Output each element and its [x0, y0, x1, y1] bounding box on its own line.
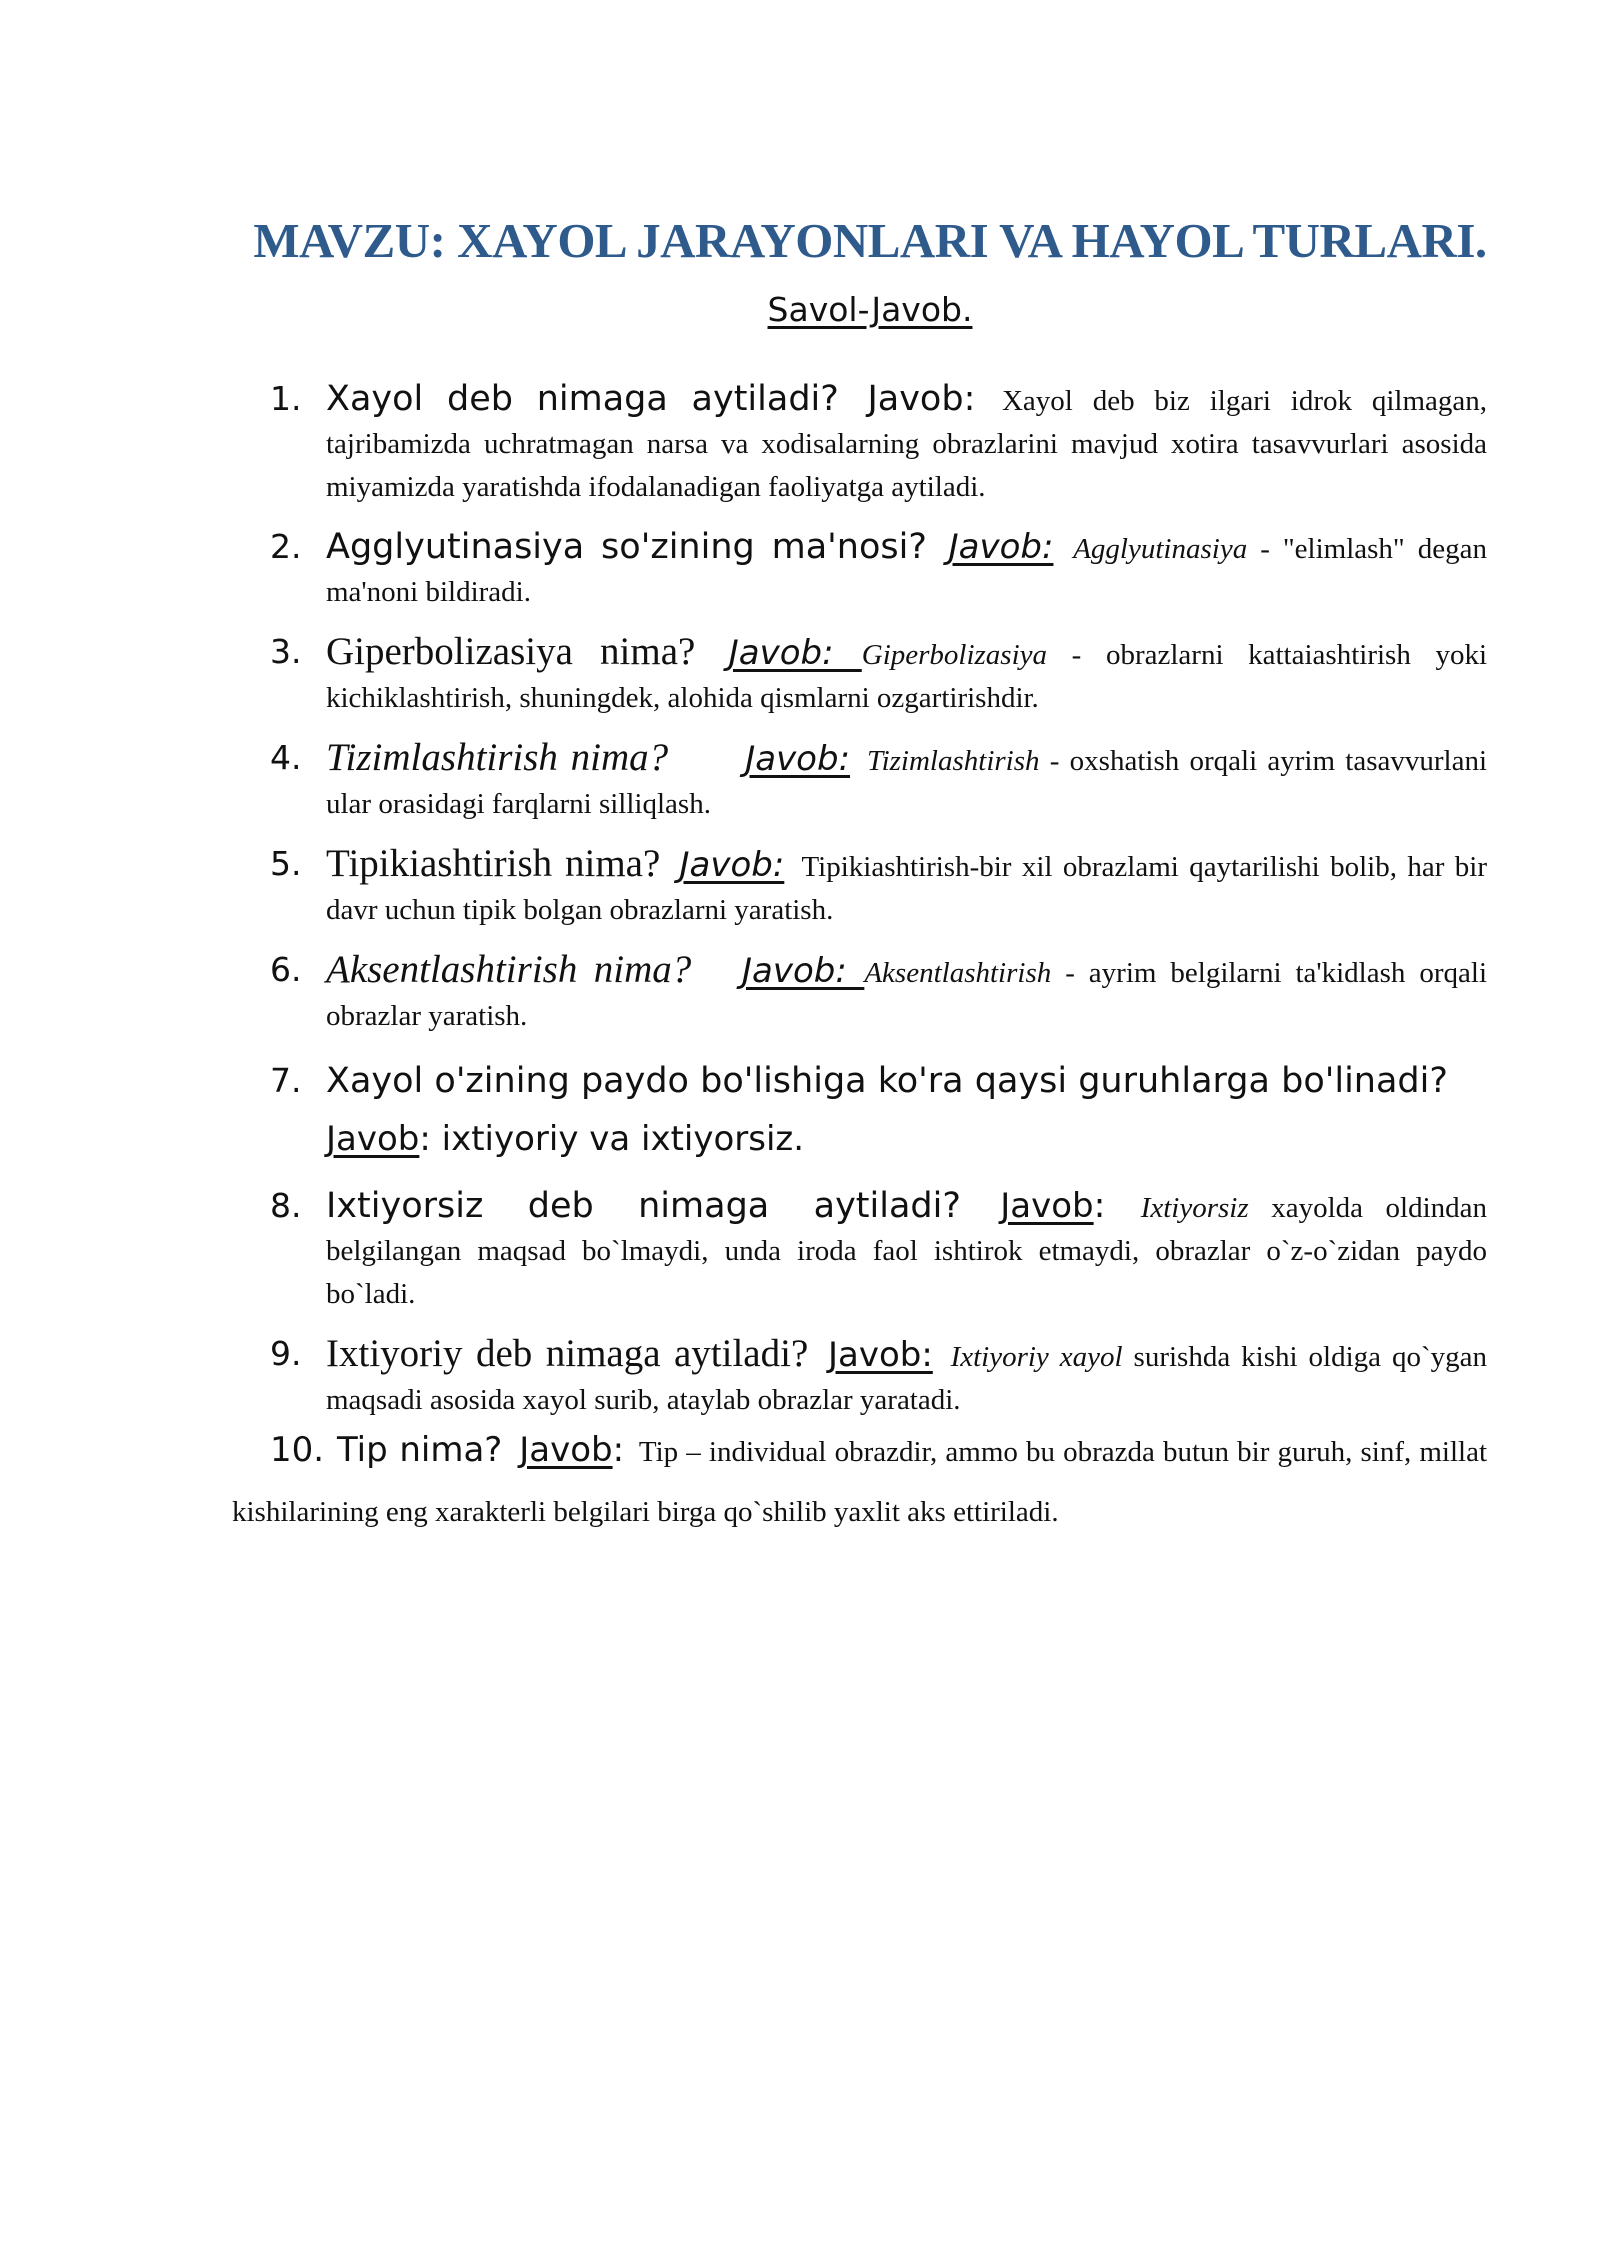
qa-item-6 [270, 946, 1487, 1038]
javob-label: Javob [326, 1119, 420, 1159]
answer: - oxshatish orqali ayrim tasavvurlani ular orasidagi farqlarni silliqlash. [326, 745, 1488, 820]
item-number: 10. [270, 1430, 325, 1470]
item-number: 2. [270, 527, 302, 566]
answer: - obrazlarni kattaiashtirish yoki kichiklashtirish, shuningdek, alohida qismlarni ozgartirishdir. [326, 639, 1488, 714]
item-number: 5. [270, 844, 302, 883]
qa-item-3 [270, 628, 1487, 720]
answer-term: Agglyutinasiya [1073, 533, 1248, 565]
question: Tizimlashtirish nima? [326, 736, 669, 779]
answer: xayolda oldindan belgilangan maqsad bo`lmaydi, unda iroda faol ishtirok etmaydi, obrazlar o`z-o`zidan paydo bo`ladi. [326, 1192, 1488, 1310]
question: Tipikiashtirish nima? [326, 842, 661, 885]
answer-term: Ixtiyoriy xayol [950, 1341, 1123, 1373]
qa-item-9 [270, 1330, 1487, 1422]
answer: Xayol deb biz ilgari idrok qilmagan, tajribamizda uchratmagan narsa va xodisalarning obrazlarini mavjud xotira tasavvurlari asosida miyamizda yaratishda ifodalanadigan faoliyatga aytiladi. [326, 385, 1487, 503]
question: Agglyutinasiya so'zining ma'nosi? [326, 527, 927, 567]
answer: Tip – individual obrazdir, ammo bu obrazda butun bir guruh, sinf, millat kishilarining eng xarakterli belgilari birga qo`shilib yaxlit aks ettiriladi. [232, 1436, 1488, 1528]
javob-label: Javob: [679, 845, 785, 885]
question: Xayol o'zining paydo bo'lishiga ko'ra qaysi guruhlarga bo'linadi? [326, 1061, 1448, 1101]
javob-label: Javob: [828, 1335, 933, 1375]
item-number: 7. [270, 1061, 302, 1100]
item-number: 6. [270, 950, 302, 989]
qa-item-7 [270, 1052, 1487, 1168]
qa-item-10 [232, 1422, 1487, 1542]
qa-item-8 [270, 1182, 1487, 1316]
question: Ixtiyorsiz deb nimaga aytiladi? [326, 1186, 961, 1226]
javob-label: Javob: [948, 527, 1054, 567]
javob-label: Javob [1000, 1186, 1094, 1226]
item-number: 3. [270, 632, 302, 671]
item-number: 1. [270, 379, 302, 418]
answer-term: Tizimlashtirish [867, 745, 1040, 777]
page-title: MAVZU: XAYOL JARAYONLARI VA HAYOL TURLARI. [253, 213, 1487, 268]
item-number: 4. [270, 738, 302, 777]
qa-item-4 [270, 734, 1487, 826]
page-subtitle: Savol-Javob. [767, 290, 973, 329]
javob-label: Javob [519, 1430, 613, 1470]
item-number: 9. [270, 1334, 302, 1373]
answer: : ixtiyoriy va ixtiyorsiz. [419, 1119, 805, 1159]
javob-colon: : [1093, 1186, 1106, 1226]
answer: - "elimlash" degan ma'noni bildiradi. [326, 533, 1488, 608]
javob-colon: : [612, 1430, 625, 1470]
question: Aksentlashtirish nima? [326, 948, 692, 991]
javob-label: Javob: [745, 739, 851, 779]
qa-list [270, 375, 1487, 1436]
answer: Tipikiashtirish-bir xil obrazlami qaytarilishi bolib, har bir davr uchun tipik bolgan obrazlarni yaratish. [326, 851, 1487, 926]
javob-label: Javob: [728, 633, 862, 673]
javob-label: Javob: [867, 379, 976, 419]
answer: surishda kishi oldiga qo`ygan maqsadi asosida xayol surib, ataylab obrazlar yaratadi. [326, 1341, 1488, 1416]
answer-term: Aksentlashtirish [864, 957, 1052, 989]
item-number: 8. [270, 1186, 302, 1225]
javob-label: Javob: [742, 951, 865, 991]
qa-item-5 [270, 840, 1487, 932]
question: Ixtiyoriy deb nimaga aytiladi? [326, 1332, 809, 1375]
answer-term: Giperbolizasiya [861, 639, 1048, 671]
answer: - ayrim belgilarni ta'kidlash orqali obrazlar yaratish. [326, 957, 1487, 1032]
question: Giperbolizasiya nima? [326, 630, 696, 673]
qa-item-2 [270, 523, 1487, 614]
question: Tip nima? [336, 1430, 503, 1470]
question: Xayol deb nimaga aytiladi? [326, 379, 839, 419]
qa-item-1 [270, 375, 1487, 509]
answer-term: Ixtiyorsiz [1140, 1192, 1249, 1224]
